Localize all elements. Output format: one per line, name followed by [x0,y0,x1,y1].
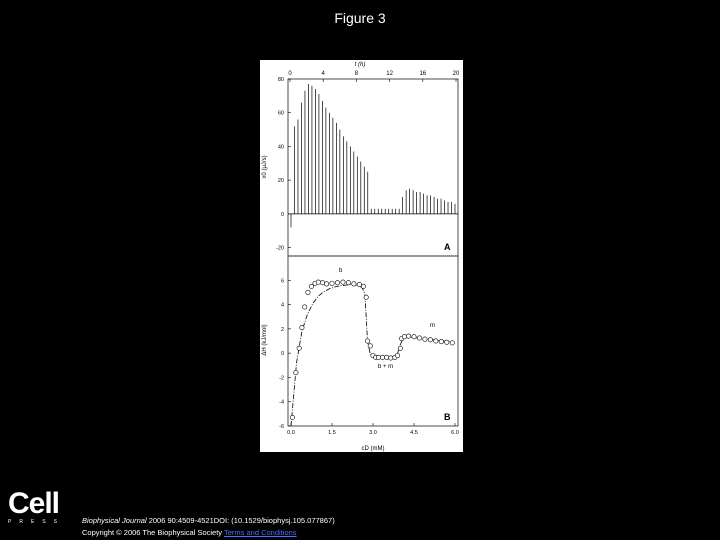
panel-a-y-tick-label: 80 [277,77,284,83]
data-point [389,356,393,360]
data-point [428,338,432,342]
copyright-line [82,527,335,539]
panel-a-letter: A [444,242,451,252]
panel-b-y-tick-label: -2 [279,375,284,382]
data-point [417,336,421,340]
data-point [316,280,320,284]
panel-a-x-tick-label: 4 [321,71,325,77]
data-point [398,346,402,350]
citation-details: 2006 90:4509-4521DOI: (10.1529/biophysj.105.077867) [146,516,335,525]
figure-panel [260,60,463,452]
data-point [395,353,399,357]
panel-a-x-tick-label: 12 [386,71,393,77]
data-point [341,280,345,284]
annotation-b: b [339,268,343,274]
panel-b-x-tick-label: 4.5 [410,430,418,436]
data-point [300,325,304,329]
panel-b-x-tick-label: 6.0 [451,430,459,436]
citation [82,515,335,539]
citation-line [82,515,335,527]
panel-b-y-tick-label: -6 [279,424,284,430]
panel-b-x-tick-label: 0.0 [287,430,295,436]
panel-b-letter: B [444,412,451,422]
panel-b-y-tick-label: -4 [279,399,284,406]
panel-a-x-tick-label: 20 [452,71,460,77]
logo-sub: PRESS [8,519,65,525]
panel-a-x-axis-label: t (h) [354,62,366,68]
data-point [434,339,438,343]
panel-b-x-axis-label: cD (mM) [361,446,385,452]
panel-a-y-axis-label: x0 (μJ/s) [262,155,268,179]
data-point [384,355,388,359]
panel-b-x-tick-label: 3.0 [369,430,377,436]
annotation-m: m [430,323,435,329]
data-point [445,340,449,344]
panel-a-x-tick-label: 16 [419,71,427,77]
panel-a-frame [288,79,458,256]
logo-word: Cell [8,487,60,520]
data-point [324,282,328,286]
slide-title: Figure 3 [334,10,386,26]
panel-b-y-axis-label: ΔH (kJ/mol) [262,324,268,356]
data-point [380,355,384,359]
panel-a-x-tick-label: 8 [354,71,359,77]
data-point [406,334,410,338]
data-point [335,281,339,285]
journal-name: Biophysical Journal [82,516,147,525]
data-point [297,346,301,350]
panel-b-y-tick-label: 2 [280,326,284,333]
data-point [402,335,406,339]
data-point [368,344,372,348]
panel-a-y-tick-label: 40 [277,144,284,151]
data-point [306,290,310,294]
data-point [357,282,361,286]
data-point [320,281,324,285]
data-point [423,337,427,341]
panel-b-y-tick-label: 4 [280,302,284,309]
data-point [346,281,350,285]
panel-b-y-tick-label: 6 [280,278,284,285]
panel-a-y-tick-label: 20 [277,178,284,185]
data-point [294,370,298,374]
copyright-text: Copyright © 2006 The Biophysical Society [82,528,224,537]
data-point [450,341,454,345]
data-point [352,282,356,286]
terms-link[interactable]: Terms and Conditions [224,528,297,537]
panel-b-y-tick-label: 0 [280,351,284,358]
panel-a-x-tick-label: 0 [288,71,292,77]
data-point [439,339,443,343]
data-point [412,335,416,339]
panel-b-x-tick-label: 1.5 [328,430,336,436]
data-point [361,284,365,288]
data-point [365,339,369,343]
data-point [309,284,313,288]
panel-a-y-tick-label: 60 [277,110,284,117]
panel-a-y-tick-label: -20 [276,245,284,252]
data-point [376,355,380,359]
data-point [302,305,306,309]
cell-press-logo [8,487,68,526]
data-point [290,415,294,419]
panel-a-y-tick-label: 0 [280,211,284,218]
figure-svg [260,60,463,452]
data-point [364,295,368,299]
data-point [330,281,334,285]
annotation-b-plus-m: b + m [378,364,394,370]
